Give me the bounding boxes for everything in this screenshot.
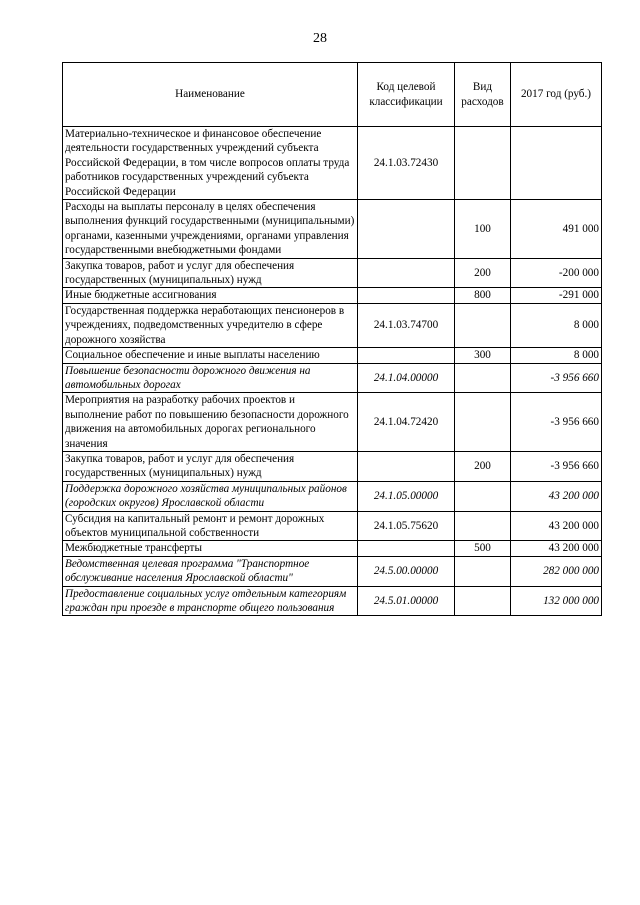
budget-table: [62, 62, 602, 616]
row-amount: 282 000 000: [511, 556, 602, 586]
row-amount: -3 956 660: [511, 363, 602, 393]
row-name: Материально-техническое и финансовое обеспечение деятельности государственных учреждений субъекта Российской Федерации, в том числе вопросов оплаты труда работников государственных учреждений субъекта Российской Федерации: [63, 127, 358, 200]
header-name: Наименование: [63, 63, 358, 127]
table-row: [63, 541, 602, 556]
row-name: Ведомственная целевая программа "Транспортное обслуживание населения Ярославской области": [63, 556, 358, 586]
row-amount: 43 200 000: [511, 541, 602, 556]
table-row: [63, 127, 602, 200]
row-name: Повышение безопасности дорожного движения на автомобильных дорогах: [63, 363, 358, 393]
row-amount: [511, 127, 602, 200]
row-code: [358, 348, 455, 363]
row-amount: -3 956 660: [511, 451, 602, 481]
row-expense-type: [455, 586, 511, 616]
row-code: 24.1.03.74700: [358, 303, 455, 347]
table-header-row: [63, 63, 602, 127]
row-amount: 8 000: [511, 303, 602, 347]
row-name: Государственная поддержка неработающих пенсионеров в учреждениях, подведомственных учредителю в сфере дорожного хозяйства: [63, 303, 358, 347]
table-row: [63, 586, 602, 616]
row-expense-type: [455, 556, 511, 586]
row-name: Мероприятия на разработку рабочих проектов и выполнение работ по повышению безопасности дорожного движения на автомобильных дорогах регионального значения: [63, 393, 358, 452]
row-expense-type: [455, 393, 511, 452]
row-amount: -3 956 660: [511, 393, 602, 452]
row-code: 24.1.04.00000: [358, 363, 455, 393]
row-expense-type: [455, 511, 511, 541]
row-name: Предоставление социальных услуг отдельным категориям граждан при проезде в транспорте общего пользования: [63, 586, 358, 616]
row-expense-type: 200: [455, 451, 511, 481]
row-code: 24.1.05.75620: [358, 511, 455, 541]
row-name: Социальное обеспечение и иные выплаты населению: [63, 348, 358, 363]
table-row: [63, 348, 602, 363]
table-row: [63, 303, 602, 347]
header-code: Код целевой классификации: [358, 63, 455, 127]
row-code: 24.1.03.72430: [358, 127, 455, 200]
row-name: Субсидия на капитальный ремонт и ремонт дорожных объектов муниципальной собственности: [63, 511, 358, 541]
row-expense-type: [455, 481, 511, 511]
table-row: [63, 556, 602, 586]
table-row: [63, 451, 602, 481]
row-expense-type: 300: [455, 348, 511, 363]
row-name: Поддержка дорожного хозяйства муниципальных районов (городских округов) Ярославской области: [63, 481, 358, 511]
table-row: [63, 288, 602, 303]
row-amount: 8 000: [511, 348, 602, 363]
table-row: [63, 511, 602, 541]
header-sum: 2017 год (руб.): [511, 63, 602, 127]
row-code: 24.1.04.72420: [358, 393, 455, 452]
row-amount: 132 000 000: [511, 586, 602, 616]
row-expense-type: 100: [455, 200, 511, 259]
row-amount: 43 200 000: [511, 481, 602, 511]
row-amount: 43 200 000: [511, 511, 602, 541]
row-code: [358, 451, 455, 481]
row-code: [358, 200, 455, 259]
page-number: 28: [313, 31, 327, 46]
row-name: Закупка товаров, работ и услуг для обеспечения государственных (муниципальных) нужд: [63, 451, 358, 481]
row-amount: -291 000: [511, 288, 602, 303]
row-code: 24.5.01.00000: [358, 586, 455, 616]
table-row: [63, 200, 602, 259]
row-code: [358, 288, 455, 303]
row-expense-type: [455, 363, 511, 393]
table-row: [63, 481, 602, 511]
table-row: [63, 363, 602, 393]
row-expense-type: [455, 127, 511, 200]
table-row: [63, 393, 602, 452]
row-name: Закупка товаров, работ и услуг для обеспечения государственных (муниципальных) нужд: [63, 258, 358, 288]
row-name: Межбюджетные трансферты: [63, 541, 358, 556]
row-expense-type: 200: [455, 258, 511, 288]
row-amount: 491 000: [511, 200, 602, 259]
row-expense-type: [455, 303, 511, 347]
row-name: Расходы на выплаты персоналу в целях обеспечения выполнения функций государственными (муниципальными) органами, казенными учреждениями, органами управления государственными внебюджетными фондами: [63, 200, 358, 259]
row-code: 24.5.00.00000: [358, 556, 455, 586]
row-code: [358, 258, 455, 288]
row-name: Иные бюджетные ассигнования: [63, 288, 358, 303]
row-amount: -200 000: [511, 258, 602, 288]
row-code: 24.1.05.00000: [358, 481, 455, 511]
table-row: [63, 258, 602, 288]
row-expense-type: 500: [455, 541, 511, 556]
header-type: Вид расходов: [455, 63, 511, 127]
row-expense-type: 800: [455, 288, 511, 303]
row-code: [358, 541, 455, 556]
